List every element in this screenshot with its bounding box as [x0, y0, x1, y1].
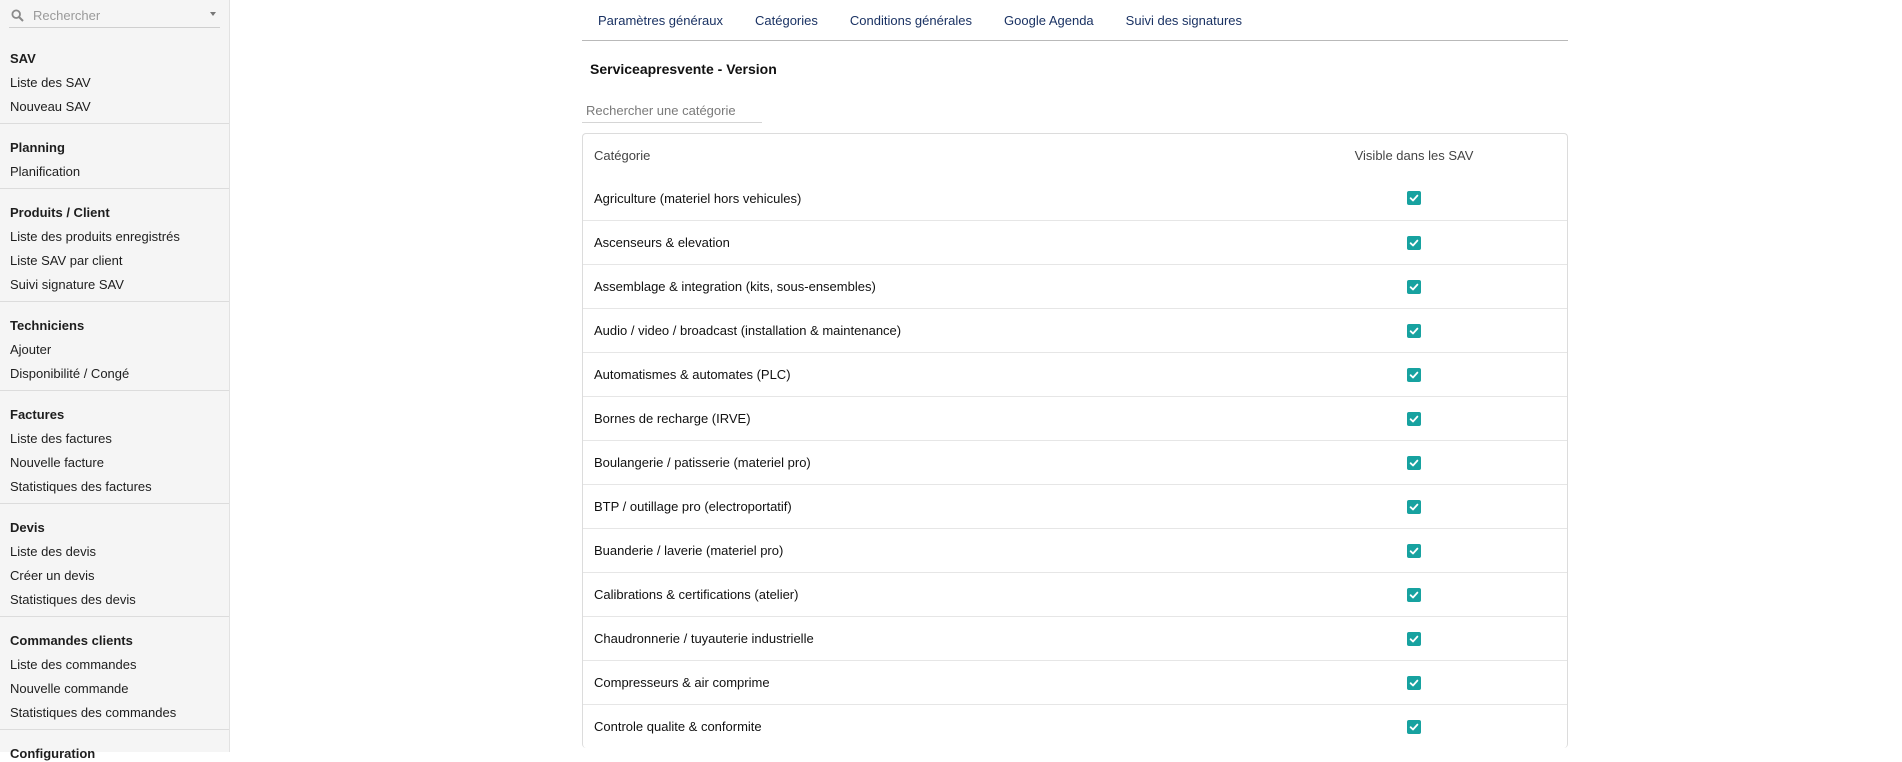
visible-checkbox[interactable]: [1407, 632, 1421, 646]
sidebar-item[interactable]: Nouveau SAV: [10, 99, 91, 114]
table-row: [583, 176, 1567, 220]
sidebar-section-title: Configuration: [10, 746, 96, 761]
sidebar-section-title: SAV: [10, 51, 36, 66]
visible-checkbox[interactable]: [1407, 676, 1421, 690]
table-header: [583, 134, 1567, 176]
sidebar-section-title: Devis: [10, 520, 45, 535]
category-name: Audio / video / broadcast (installation & maintenance): [594, 323, 902, 338]
check-icon: [1409, 326, 1419, 336]
table-row: [583, 528, 1567, 572]
visible-checkbox[interactable]: [1407, 720, 1421, 734]
check-icon: [1409, 634, 1419, 644]
sidebar: [0, 0, 230, 761]
table-row: [583, 264, 1567, 308]
check-icon: [1409, 193, 1419, 203]
sidebar-item[interactable]: Créer un devis: [10, 568, 95, 583]
tab[interactable]: Conditions générales: [849, 12, 973, 28]
sidebar-item[interactable]: Nouvelle facture: [10, 455, 104, 470]
sidebar-item[interactable]: Statistiques des factures: [10, 479, 152, 494]
sidebar-item[interactable]: Liste des factures: [10, 431, 112, 446]
sidebar-item[interactable]: Liste SAV par client: [10, 253, 123, 268]
visible-cell: [1309, 632, 1519, 646]
sidebar-section: [0, 188, 229, 293]
sidebar-section: [0, 301, 229, 382]
table-row: [583, 308, 1567, 352]
table-row: [583, 396, 1567, 440]
visible-cell: [1309, 676, 1519, 690]
check-icon: [1409, 370, 1419, 380]
visible-checkbox[interactable]: [1407, 324, 1421, 338]
category-name: BTP / outillage pro (electroportatif): [594, 499, 792, 514]
visible-checkbox[interactable]: [1407, 280, 1421, 294]
sidebar-section: [0, 123, 229, 180]
check-icon: [1409, 546, 1419, 556]
check-icon: [1409, 590, 1419, 600]
visible-checkbox[interactable]: [1407, 191, 1421, 205]
sidebar-item[interactable]: Disponibilité / Congé: [10, 366, 130, 381]
table-row: [583, 484, 1567, 528]
search-icon: [11, 9, 25, 23]
sidebar-section: [0, 729, 229, 762]
visible-cell: [1309, 588, 1519, 602]
tab[interactable]: Google Agenda: [1004, 12, 1094, 28]
sidebar-item[interactable]: Statistiques des devis: [10, 592, 136, 607]
sidebar-section-title: Techniciens: [10, 318, 85, 333]
visible-cell: [1309, 412, 1519, 426]
visible-cell: [1309, 191, 1519, 205]
visible-cell: [1309, 324, 1519, 338]
sidebar-item[interactable]: Liste des commandes: [10, 657, 137, 672]
table-row: [583, 660, 1567, 704]
visible-cell: [1309, 368, 1519, 382]
table-body: [583, 176, 1567, 748]
sidebar-section-title: Produits / Client: [10, 205, 110, 220]
table-row: [583, 572, 1567, 616]
category-table: [582, 133, 1568, 748]
category-name: Bornes de recharge (IRVE): [594, 411, 751, 426]
sidebar-section: [0, 390, 229, 495]
check-icon: [1409, 722, 1419, 732]
sidebar-item[interactable]: Planification: [10, 164, 81, 179]
sidebar-section: [0, 51, 229, 115]
category-name: Compresseurs & air comprime: [594, 675, 770, 690]
visible-cell: [1309, 280, 1519, 294]
table-row: [583, 704, 1567, 748]
visible-cell: [1309, 236, 1519, 250]
table-row: [583, 352, 1567, 396]
tab[interactable]: Suivi des signatures: [1125, 12, 1243, 28]
tab[interactable]: Catégories: [755, 12, 818, 28]
visible-checkbox[interactable]: [1407, 368, 1421, 382]
sidebar-section-title: Commandes clients: [10, 633, 133, 648]
sidebar-section-title: Planning: [10, 140, 65, 155]
check-icon: [1409, 458, 1419, 468]
chevron-down-icon[interactable]: [210, 12, 216, 16]
visible-cell: [1309, 456, 1519, 470]
category-name: Automatismes & automates (PLC): [594, 367, 791, 382]
header-visible: Visible dans les SAV: [1354, 147, 1474, 163]
sidebar-menu: [0, 51, 229, 762]
tab[interactable]: Paramètres généraux: [598, 12, 724, 28]
category-name: Assemblage & integration (kits, sous-ensembles): [594, 279, 876, 294]
sidebar-search-input[interactable]: [25, 8, 205, 23]
category-search-input[interactable]: [582, 99, 762, 123]
category-name: Controle qualite & conformite: [594, 719, 762, 734]
sidebar-item[interactable]: Suivi signature SAV: [10, 277, 124, 292]
settings-tabs: [582, 0, 1568, 41]
visible-checkbox[interactable]: [1407, 236, 1421, 250]
sidebar-section: [0, 616, 229, 721]
sidebar-item[interactable]: Nouvelle commande: [10, 681, 129, 696]
check-icon: [1409, 282, 1419, 292]
table-row: [583, 440, 1567, 484]
sidebar-section-title: Factures: [10, 407, 65, 422]
visible-checkbox[interactable]: [1407, 456, 1421, 470]
check-icon: [1409, 414, 1419, 424]
check-icon: [1409, 502, 1419, 512]
sidebar-item[interactable]: Ajouter: [10, 342, 52, 357]
sidebar-section: [0, 503, 229, 608]
visible-checkbox[interactable]: [1407, 412, 1421, 426]
sidebar-item[interactable]: Statistiques des commandes: [10, 705, 177, 720]
page-title: Serviceapresvente - Version: [590, 61, 777, 77]
category-name: Buanderie / laverie (materiel pro): [594, 543, 784, 558]
visible-checkbox[interactable]: [1407, 500, 1421, 514]
category-name: Boulangerie / patisserie (materiel pro): [594, 455, 811, 470]
category-name: Chaudronnerie / tuyauterie industrielle: [594, 631, 814, 646]
sidebar-item[interactable]: Liste des devis: [10, 544, 96, 559]
check-icon: [1409, 238, 1419, 248]
visible-checkbox[interactable]: [1407, 588, 1421, 602]
category-name: Agriculture (materiel hors vehicules): [594, 190, 802, 206]
header-category: Catégorie: [594, 147, 651, 163]
category-name: Ascenseurs & elevation: [594, 235, 730, 250]
table-row: [583, 616, 1567, 660]
visible-checkbox[interactable]: [1407, 544, 1421, 558]
check-icon: [1409, 678, 1419, 688]
sidebar-item[interactable]: Liste des produits enregistrés: [10, 229, 180, 244]
visible-cell: [1309, 720, 1519, 734]
visible-cell: [1309, 500, 1519, 514]
sidebar-item[interactable]: Liste des SAV: [10, 75, 91, 90]
sidebar-search[interactable]: [9, 4, 220, 28]
category-name: Calibrations & certifications (atelier): [594, 587, 799, 602]
visible-cell: [1309, 544, 1519, 558]
main-content: [582, 0, 1568, 748]
table-row: [583, 220, 1567, 264]
